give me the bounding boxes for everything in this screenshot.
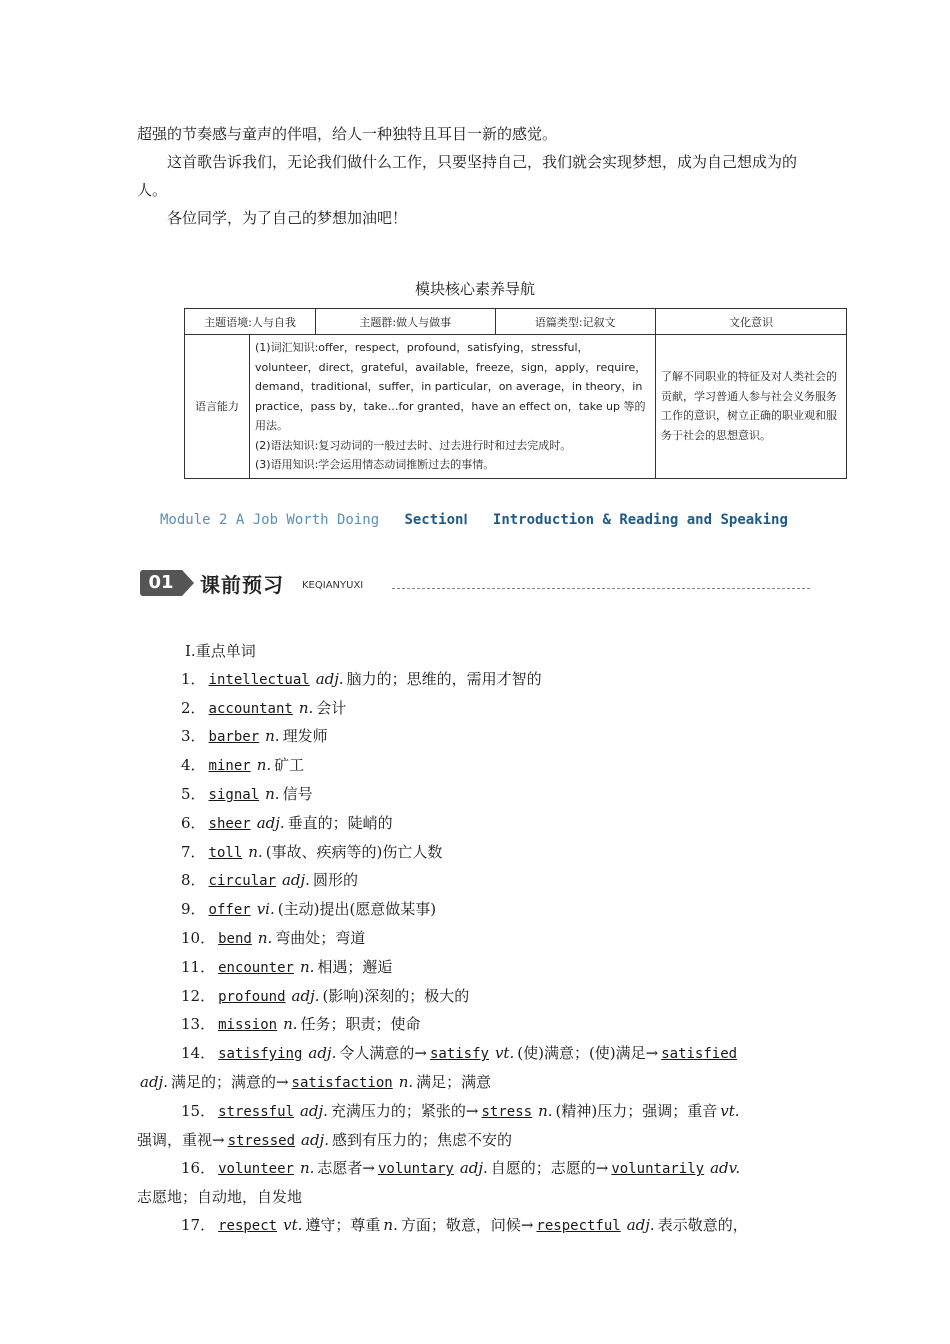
vocab-number: 3． [181, 727, 206, 746]
vocab-pos: n. [256, 756, 272, 775]
vocab-meaning: 会计 [316, 698, 347, 717]
header-theme-context: 主题语境:人与自我 [185, 309, 316, 335]
vocab-word: stressed [227, 1132, 296, 1149]
vocab-word: satisfy [429, 1046, 489, 1063]
vocab-word: stressful [218, 1103, 294, 1120]
vocab-item [137, 954, 815, 983]
vocab-item [137, 867, 815, 896]
vocab-word: respect [218, 1217, 278, 1234]
vocab-word: circular [208, 873, 276, 890]
vocab-meaning: 圆形的 [312, 871, 358, 890]
vocab-pos: n. [257, 928, 273, 947]
vocab-meaning: 弯曲处；弯道 [275, 928, 366, 947]
vocab-pos: n. [283, 1015, 298, 1034]
intro-line-2: 这首歌告诉我们，无论我们做什么工作，只要坚持自己，我们就会实现梦想，成为自己想成为的人。 [137, 153, 798, 199]
vocab-word: voluntary [377, 1161, 454, 1178]
vocab-item [137, 1011, 815, 1040]
vocab-item [137, 896, 815, 925]
section-name: SectionⅠ [404, 512, 468, 528]
vocab-word: profound [218, 988, 286, 1005]
module-title [160, 512, 788, 528]
vocab-number: 8． [181, 871, 206, 890]
vocab-number: 12． [181, 986, 216, 1005]
vocab-word: accountant [208, 700, 293, 717]
vocab-meaning: (主动)提出(愿意做某事) [277, 900, 437, 919]
banner-dashed-divider [392, 588, 810, 589]
vocab-item-15-cont: 强调，重视→ stressed adj. 感到有压力的；焦虑不安的 [137, 1130, 512, 1149]
vocab-meaning: (影响)深刻的；极大的 [322, 986, 470, 1005]
vocab-word: signal [208, 786, 260, 803]
vocab-item-16: 16． volunteer n. 志愿者→ voluntary adj. 自愿的；志愿的→ voluntarily adv. [181, 1159, 741, 1178]
vocab-number: 1． [181, 669, 206, 688]
vocab-pos: n. [265, 784, 280, 803]
vocab-item-14-cont: adj. 满足的；满意的→ satisfaction n. 满足；满意 [140, 1072, 492, 1091]
vocab-number: 4． [181, 756, 206, 775]
vocab-item [137, 752, 815, 781]
vocab-pos: adj. [256, 813, 285, 832]
vocab-number: 7． [181, 842, 206, 861]
language-knowledge-cell [250, 335, 656, 479]
banner-title: 课前预习 [200, 573, 284, 597]
vocab-number: 5． [181, 784, 206, 803]
culture-cell: 了解不同职业的特征及对人类社会的贡献，学习普通人参与社会义务服务工作的意识，树立正确的职业观和服务于社会的思想意识。 [656, 335, 847, 479]
vocab-number: 9． [181, 900, 206, 919]
vocab-item [137, 925, 815, 954]
vocab-item [137, 839, 815, 868]
vocab-word: intellectual [208, 671, 310, 688]
vocab-meaning: 垂直的；陡峭的 [287, 813, 393, 832]
vocab-meaning: 矿工 [274, 756, 305, 775]
core-table-title: 模块核心素养导航 [414, 280, 535, 298]
vocab-word: encounter [218, 959, 294, 976]
header-text-type: 语篇类型:记叙文 [495, 309, 655, 335]
grammar-knowledge: (2)语法知识:复习动词的一般过去时、过去进行时和过去完成时。 [255, 438, 572, 452]
vocab-pos: vi. [256, 900, 275, 919]
vocab-item [137, 666, 815, 695]
vocab-word: stress [481, 1103, 533, 1120]
vocab-item [137, 695, 815, 724]
vocab-meaning: 理发师 [282, 727, 328, 746]
vocab-word: sheer [208, 815, 251, 832]
vocab-item-15: 15． stressful adj. 充满压力的；紧张的→ stress n. (精神)压力；强调；重音 vt. [181, 1101, 740, 1120]
intro-line-3: 各位同学，为了自己的梦想加油吧！ [167, 209, 408, 227]
vocab-word: barber [208, 729, 260, 746]
key-words-heading: Ⅰ.重点单词 [185, 642, 256, 660]
vocab-word: bend [218, 930, 252, 947]
table-body-row [185, 335, 847, 479]
vocab-pos: adj. [281, 871, 310, 890]
section-banner [140, 568, 810, 600]
vocab-meaning: 相遇；邂逅 [317, 957, 393, 976]
key-words-section [137, 638, 815, 1241]
vocab-item [137, 983, 815, 1012]
vocab-list [137, 666, 815, 1040]
vocab-pos: n. [248, 842, 263, 861]
vocab-item-16-cont: 志愿地；自动地，自发地 [137, 1188, 303, 1207]
vocab-word: satisfied [661, 1046, 738, 1063]
vocab-number: 10． [181, 928, 216, 947]
vocab-number: 13． [181, 1015, 216, 1034]
vocab-word: miner [208, 758, 251, 775]
badge-arrow-icon [182, 570, 194, 596]
vocab-number: 6． [181, 813, 206, 832]
header-culture: 文化意识 [656, 309, 847, 335]
vocab-word: volunteer [218, 1161, 294, 1178]
vocab-pos: n. [265, 727, 280, 746]
vocab-item-17: 17． respect vt. 遵守；尊重 n. 方面；敬意，问候→ respectful adj. 表示敬意的， [181, 1215, 748, 1234]
intro-line-1: 超强的节奏感与童声的伴唱，给人一种独特且耳目一新的感觉。 [137, 125, 558, 143]
vocab-number: 2． [181, 698, 206, 717]
vocab-word: mission [218, 1017, 278, 1034]
row-label-language: 语言能力 [185, 335, 250, 479]
usage-knowledge: (3)语用知识:学会运用情态动词推断过去的事情。 [255, 458, 495, 471]
vocab-pos: adj. [315, 669, 344, 688]
banner-pinyin: KEQIANYUXI [302, 580, 364, 591]
header-theme-group: 主题群:做人与做事 [315, 309, 495, 335]
module-name: Module 2 A Job Worth Doing [160, 512, 380, 528]
vocab-pos: n. [298, 698, 314, 717]
vocab-knowledge: (1)词汇知识:offer，respect，profound，satisfying，stressful，volunteer，direct，grateful，available，freeze，sign，apply，require，demand，traditional，suffer，in particular，on average，in theory，in practice，pass by，take…for granted，have an effect on，take up 等的用法。 [255, 341, 647, 432]
vocab-number: 11． [181, 957, 216, 976]
vocab-meaning: 脑力的；思维的，需用才智的 [346, 669, 542, 688]
vocab-meaning: 信号 [282, 784, 313, 803]
vocab-word: respectful [536, 1217, 621, 1234]
vocab-item [137, 781, 815, 810]
vocab-item-14: 14． satisfying adj. 令人满意的→ satisfy vt. (使)满意；(使)满足→ satisfied [181, 1044, 738, 1063]
vocab-word: offer [208, 902, 251, 919]
table-header-row [185, 309, 847, 335]
vocab-word: satisfaction [291, 1074, 393, 1091]
vocab-word: satisfying [218, 1046, 303, 1063]
vocab-pos: adj. [291, 986, 320, 1005]
vocab-word: voluntarily [611, 1161, 705, 1178]
core-literacy-table [184, 308, 847, 479]
vocab-meaning: 任务；职责；使命 [300, 1015, 421, 1034]
section-number-badge: 01 [140, 570, 182, 596]
vocab-item [137, 810, 815, 839]
section-topic: Introduction & Reading and Speaking [492, 512, 788, 528]
intro-text [137, 120, 817, 232]
vocab-word: toll [208, 844, 243, 861]
vocab-pos: n. [299, 957, 315, 976]
vocab-meaning: (事故、疾病等的)伤亡人数 [265, 842, 443, 861]
vocab-item [137, 723, 815, 752]
